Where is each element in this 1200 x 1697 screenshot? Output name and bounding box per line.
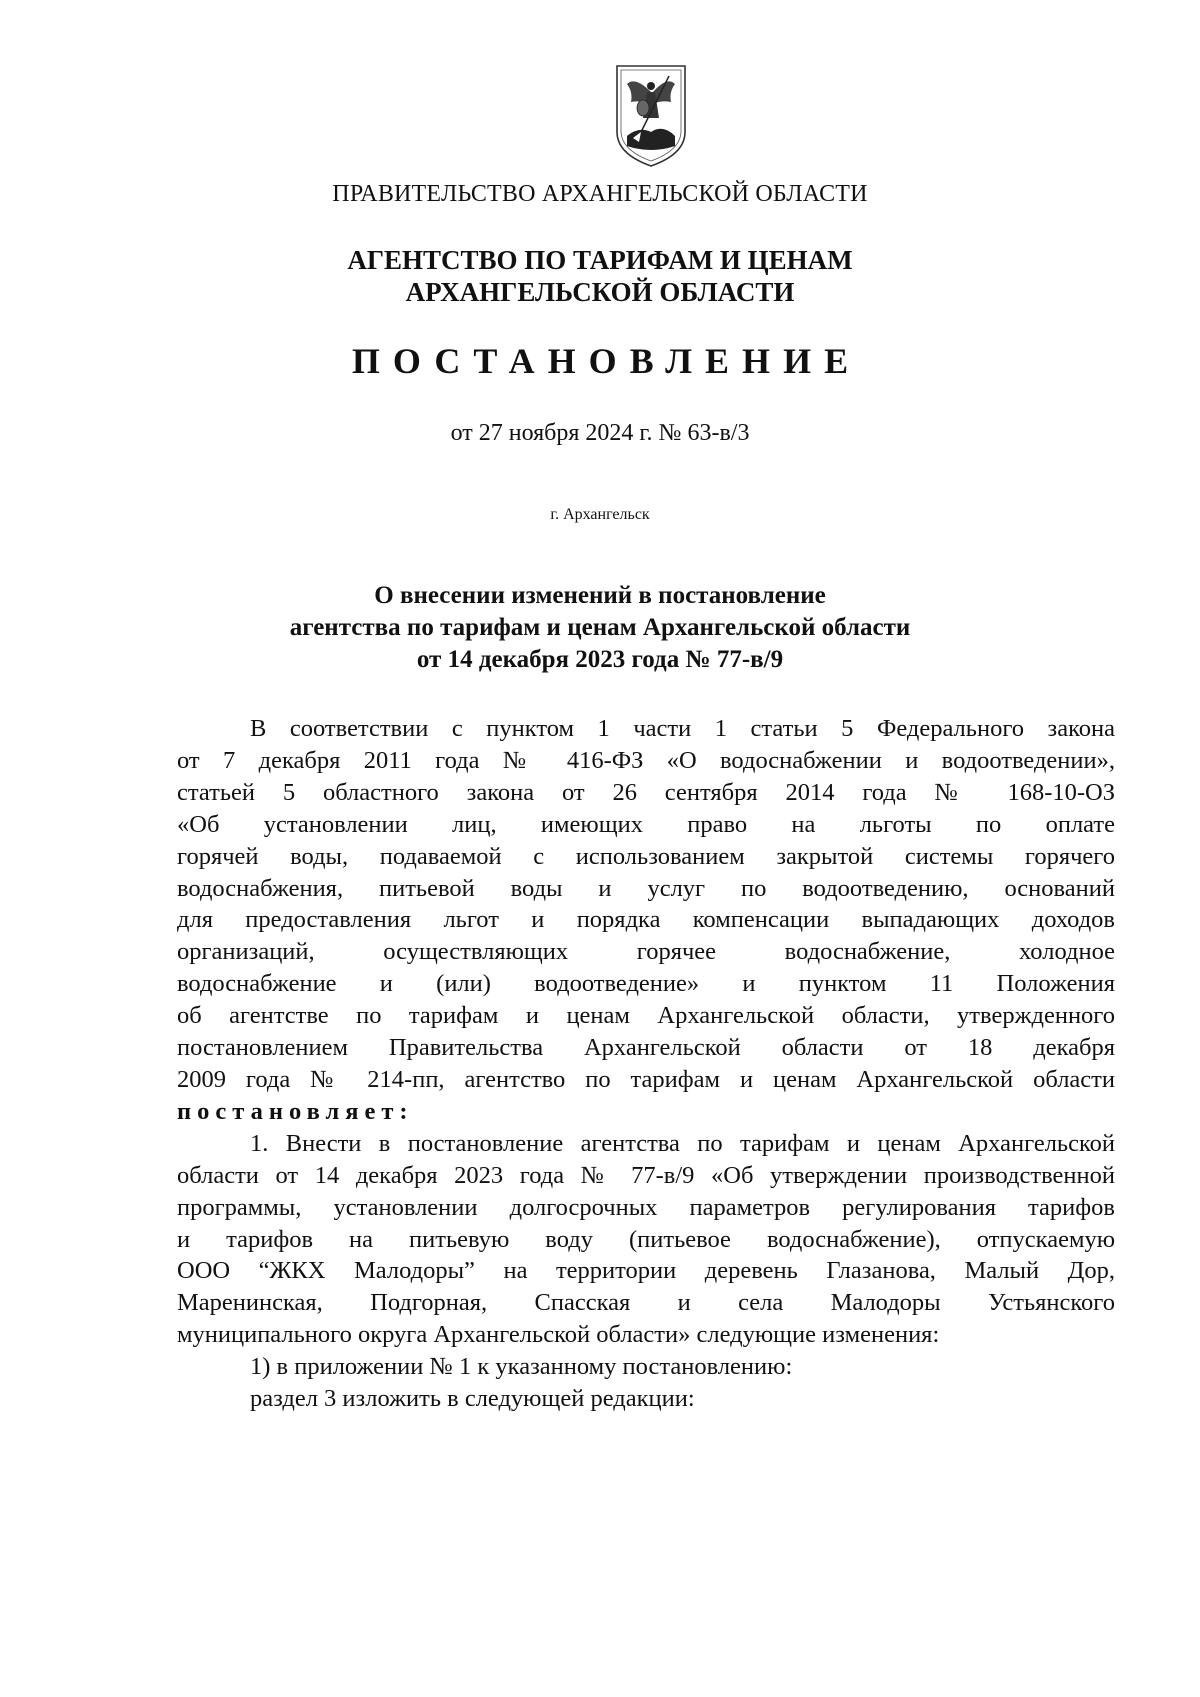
item-line: области от 14 декабря 2023 года № 77-в/9 «Об утверждении производственной: [177, 1161, 1115, 1189]
preamble-line: организаций, осуществляющих горячее водоснабжение, холодное: [177, 938, 1115, 966]
item-line: муниципального округа Архангельской области» следующие изменения:: [177, 1321, 940, 1349]
item-line: Маренинская, Подгорная, Спасская и села Малодоры Устьянского: [177, 1289, 1115, 1317]
subject-line1: О внесении изменений в постановление: [374, 582, 826, 609]
preamble-line: постановлением Правительства Архангельской области от 18 декабря: [177, 1034, 1115, 1062]
subitem-1: 1) в приложении № 1 к указанному постановлению:: [250, 1353, 793, 1381]
preamble-line: «Об установлении лиц, имеющих право на льготы по оплате: [177, 810, 1115, 838]
preamble-line: горячей воды, подаваемой с использованием закрытой системы горячего: [177, 842, 1115, 870]
item-line: 1. Внести в постановление агентства по тарифам и ценам Архангельской: [250, 1129, 1115, 1157]
preamble-line: от 7 декабря 2011 года № 416-ФЗ «О водоснабжении и водоотведении»,: [177, 746, 1115, 774]
decree-subject: [0, 580, 1200, 676]
subject-line2: агентства по тарифам и ценам Архангельской области: [289, 614, 911, 641]
decree-body: [177, 713, 1115, 1415]
government-name: ПРАВИТЕЛЬСТВО АРХАНГЕЛЬСКОЙ ОБЛАСТИ: [332, 181, 868, 207]
preamble-line: об агентстве по тарифам и ценам Архангельской области, утвержденного: [177, 1002, 1115, 1030]
agency-name: [0, 244, 1200, 308]
decree-date-number: от 27 ноября 2024 г. № 63-в/3: [450, 420, 750, 446]
item-line: программы, установлении долгосрочных параметров регулирования тарифов: [177, 1193, 1115, 1221]
resolves-word: постановляет:: [177, 1097, 414, 1125]
item-line: ООО “ЖКХ Малодоры” на территории деревень Глазанова, Малый Дор,: [177, 1257, 1115, 1285]
preamble-line: для предоставления льгот и порядка компенсации выпадающих доходов: [177, 906, 1115, 934]
preamble-line: водоснабжения, питьевой воды и услуг по водоотведению, оснований: [177, 874, 1115, 902]
agency-name-line1: АГЕНТСТВО ПО ТАРИФАМ И ЦЕНАМ: [347, 245, 853, 275]
subject-line3: от 14 декабря 2023 года № 77-в/9: [416, 646, 784, 673]
paragraph-preamble: [177, 713, 1115, 1128]
item-line: и тарифов на питьевую воду (питьевое водоснабжение), отпускаемую: [177, 1225, 1115, 1253]
paragraph-item-1: [177, 1128, 1115, 1351]
agency-name-line2: АРХАНГЕЛЬСКОЙ ОБЛАСТИ: [405, 277, 795, 307]
document-type-title: ПОСТАНОВЛЕНИЕ: [351, 341, 862, 381]
preamble-line: статьей 5 областного закона от 26 сентября 2014 года № 168-10-ОЗ: [177, 778, 1115, 806]
preamble-line: водоснабжение и (или) водоотведение» и пунктом 11 Положения: [177, 970, 1115, 998]
arkhangelsk-coat-of-arms-icon: [613, 62, 689, 170]
preamble-line: 2009 года № 214-пп, агентство по тарифам и ценам Архангельской области: [177, 1065, 1115, 1093]
section-3-instruction: раздел 3 изложить в следующей редакции:: [250, 1385, 695, 1413]
city-name: г. Архангельск: [550, 506, 650, 523]
preamble-line: В соответствии с пунктом 1 части 1 статьи 5 Федерального закона: [250, 715, 1115, 742]
